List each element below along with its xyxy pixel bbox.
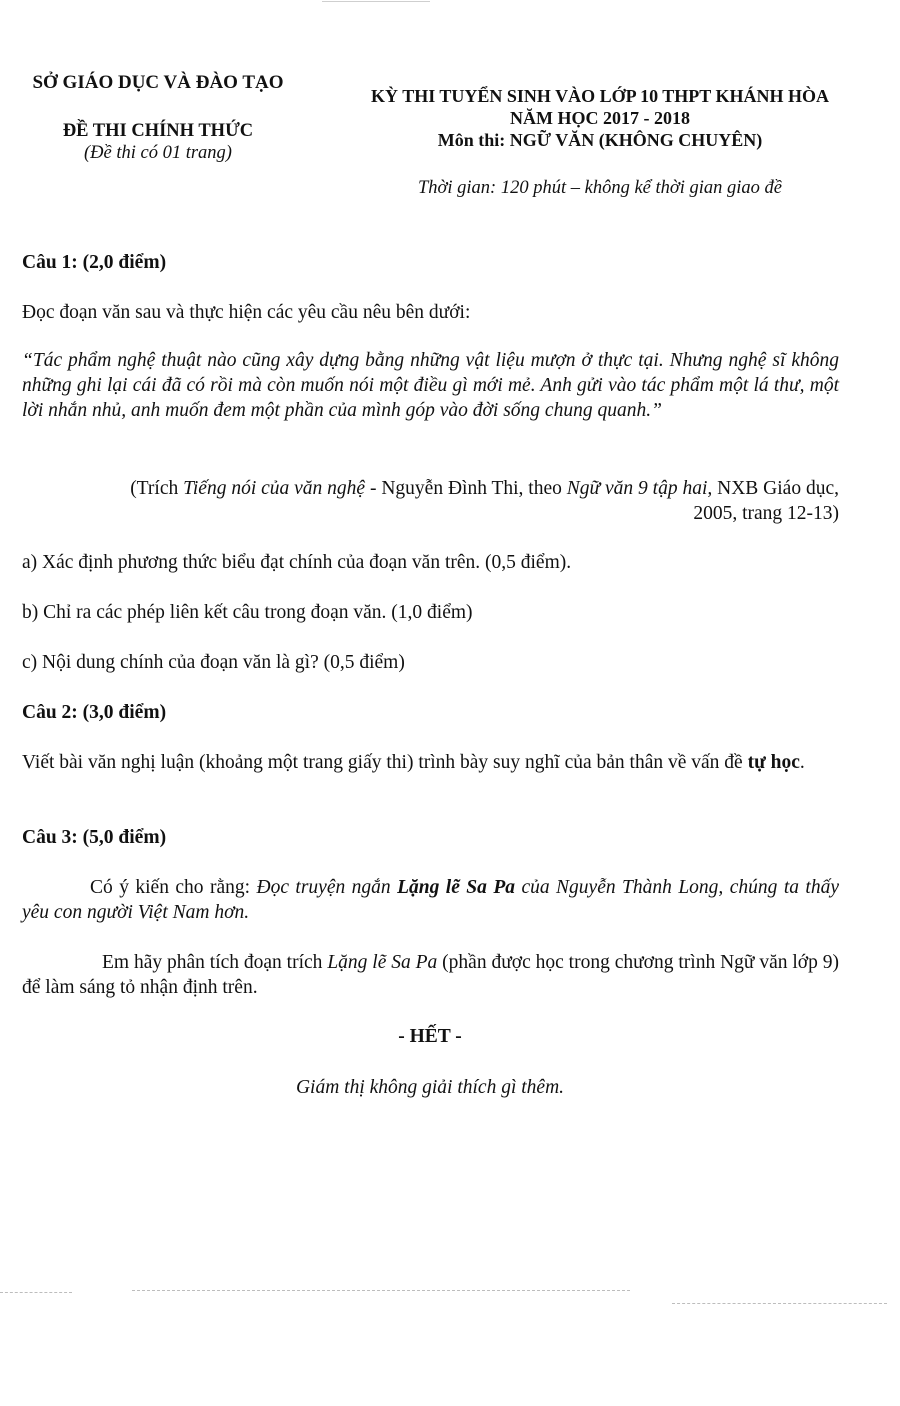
q1-source [50,476,839,501]
header-department: SỞ GIÁO DỤC VÀ ĐÀO TẠO [32,72,284,93]
scan-artifact-bottom-1 [0,1292,72,1293]
header-note: (Đề thi có 01 trang) [84,143,232,163]
header-official: ĐỀ THI CHÍNH THỨC [62,121,254,141]
q3-task-p1: Em hãy phân tích đoạn trích [102,952,328,973]
q1-part-a: a) Xác định phương thức biểu đạt chính của đoạn văn trên. (0,5 điểm). [22,552,572,573]
school-year: NĂM HỌC 2017 - 2018 [510,108,690,128]
q1-source-line2: 2005, trang 12-13) [693,503,839,524]
q1-quote: “Tác phẩm nghệ thuật nào cũng xây dựng bằng những vật liệu mượn ở thực tại. Nhưng nghệ sĩ không những ghi lại cái đã có rồi mà còn muốn nói một điều gì mới mẻ. Anh gửi vào tác phẩm một lá thư, một lời nhắn nhủ, anh muốn đem một phần của mình góp vào đời sống chung quanh.” [22,350,839,421]
q1-part-c: c) Nội dung chính của đoạn văn là gì? (0,5 điểm) [22,652,405,673]
q3-title: Câu 3: (5,0 điểm) [22,827,167,848]
q3-opinion-intro: Có ý kiến cho rằng: [90,877,257,898]
exam-title: KỲ THI TUYỂN SINH VÀO LỚP 10 THPT KHÁNH HÒA [371,86,829,106]
q2-text [22,750,839,775]
scan-artifact-bottom-2 [132,1290,630,1291]
end-mark: - HẾT - [398,1026,462,1047]
footer-note: Giám thị không giải thích gì thêm. [295,1077,565,1098]
q1-source-p3: NXB Giáo dục, [712,478,839,499]
q1-part-b: b) Chỉ ra các phép liên kết câu trong đoạn văn. (1,0 điểm) [22,602,473,623]
q3-opinion [22,875,839,925]
q2-title: Câu 2: (3,0 điểm) [22,702,167,723]
scan-artifact-bottom-3 [672,1303,887,1304]
q1-source-p2: - Nguyễn Đình Thi, theo [365,478,567,499]
q2-end: . [799,752,805,773]
q3-task-work: Lặng lẽ Sa Pa [327,952,438,973]
exam-time: Thời gian: 120 phút – không kể thời gian giao đề [417,178,783,198]
q1-title: Câu 1: (2,0 điểm) [22,252,167,273]
q1-source-book: Ngữ văn 9 tập hai, [566,478,713,499]
scan-artifact-top [322,1,430,2]
q3-task-p2: (phần được học trong chương trình Ngữ văn lớp 9) để làm sáng tỏ nhận định trên. [22,952,839,998]
q1-instruction: Đọc đoạn văn sau và thực hiện các yêu cầu nêu bên dưới: [22,302,471,323]
q1-source-work: Tiếng nói của văn nghệ [183,478,366,499]
q2-text-body: Viết bài văn nghị luận (khoảng một trang giấy thi) trình bày suy nghĩ của bản thân về vấn đề [22,752,743,773]
q1-source-p1: (Trích [130,478,184,499]
q3-opinion-p2: của Nguyễn Thành Long, chúng ta thấy yêu con người Việt Nam hơn. [22,877,839,923]
exam-subject: Môn thi: NGỮ VĂN (KHÔNG CHUYÊN) [437,130,763,150]
q3-opinion-work: Lặng lẽ Sa Pa [397,877,516,898]
q2-topic: tự học [747,752,800,773]
q3-opinion-p1: Đọc truyện ngắn [256,877,398,898]
q3-task [22,950,839,1000]
